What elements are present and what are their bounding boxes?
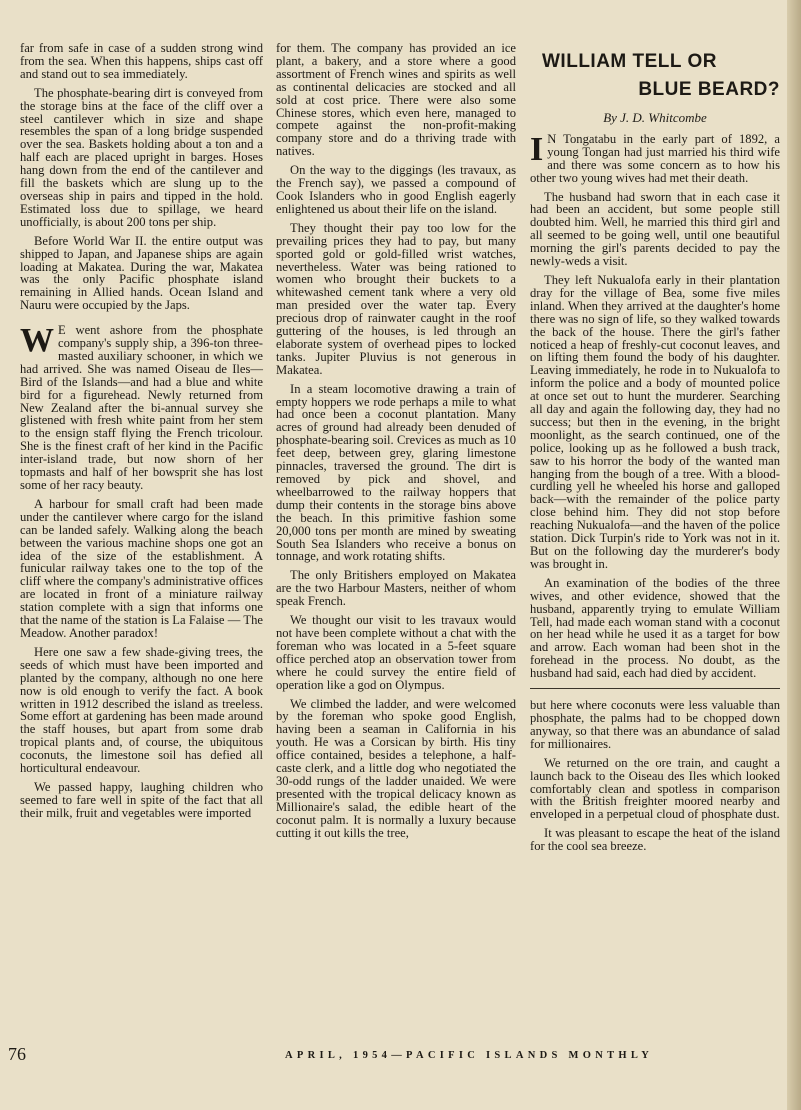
paragraph: but here where coconuts were less valuable than phosphate, the palms had to be chopped down anyway, so that there was an abundance of salad for millionaires. [530,698,780,751]
paragraph: Here one saw a few shade-giving trees, the seeds of which must have been imported and planted by the company, although no one here now is old enough to verify the fact. A book written in 1912 described the island as treeless. Some effort at gardening has been made around the staff houses, but apart from some drab tropical plants and, of course, the ubiquitous coconuts, the limestone soil has defied all horticultural endeavour. [20,644,263,776]
page-edge-shadow [787,0,801,1110]
paragraph: The only Britishers employed on Makatea are the two Harbour Masters, neither of whom speak French. [276,568,516,609]
paragraph: We thought our visit to les travaux would not have been complete without a chat with the foreman who was located in a 5-feet square office perched atop an observation tower from where he could survey the entire field of operation like a god on Olympus. [276,613,516,692]
drop-cap: I [530,130,544,168]
article-byline: By J. D. Whitcombe [603,110,707,125]
column-right [530,42,780,859]
paragraph: far from safe in case of a sudden strong wind from the sea. When this happens, ships cast off and stand out to sea immediately. [20,41,263,81]
article-title-line-2: BLUE BEARD? [638,79,780,100]
paragraph: On the way to the diggings (les travaux, as the French say), we passed a compound of Cook Islanders who in good English eagerly enlightened us about their life on the island. [276,163,516,216]
paragraph: Before World War II. the entire output was shipped to Japan, and Japanese ships are again loading at Makatea. During the war, Makatea was the only Pacific phosphate island remaining in Allied hands. Ocean Island and Nauru were occupied by the Japs. [20,233,263,313]
paragraph: In a steam locomotive drawing a train of empty hoppers we rode perhaps a mile to what had once been a coconut plantation. Many acres of ground had already been denuded of phosphate-bearing soil. Crevices as much as 10 feet deep, between grey, glaring limestone pinnacles, traversed the ground. The dirt is removed by pick and shovel, and wheelbarrowed to the railway hoppers that dump their contents in the storage bins above the beach. In this primitive fashion some 20,000 tons per month are mined by sweating South Sea Islanders who receive a bonus on tonnage, and work rotating shifts. [276,381,516,564]
column-middle [276,42,516,845]
running-head: APRIL, 1954—PACIFIC ISLANDS MONTHLY [285,1050,654,1061]
paragraph: We returned on the ore train, and caught a launch back to the Oiseau des Iles which looked comfortably clean and spotless in comparison with the British freighter moored nearby and enveloped in a perpetual cloud of phosphate dust. [530,755,780,822]
paragraph: It was pleasant to escape the heat of the island for the cool sea breeze. [530,826,780,854]
column-left [20,42,263,826]
page-number: 76 [8,1044,26,1064]
paragraph: The phosphate-bearing dirt is conveyed from the storage bins at the face of the cliff over a steel cantilever which in size and shape resembles the span of a long bridge suspended over the sea. Baskets holding about a ton and a half each are placed upright in barges. Hoses hang down from the end of the cantilever and fill the baskets which are slung up to the overseas ship in pairs and tipped in the hold. Estimated loss due to spillage, we heard unofficially, is about 200 tons per ship. [20,85,263,229]
article-title [530,48,780,104]
paragraph: They thought their pay too low for the prevailing prices they had to pay, but many sported gold or gold-filled wrist watches, nevertheless. Water was being rationed to women who brought their buckets to a whitewashed cement tank where a very old man presided over the water tap. Every precious drop of rainwater caught in the roof guttering of the houses, is led through an elaborate system of overhead pipes to locked tanks. Jupiter Pluvius is not generous in Makatea. [276,220,516,377]
paragraph: They left Nukualofa early in their plantation dray for the village of Bea, some five miles inland. When they arrived at the daughter's home there was no sign of life, so they walked towards the back of the house. There the girl's father noticed a heap of freshly-cut coconut leaves, and on lifting them found the body of his daughter. Leaving immediately, he rode in to Nukualofa to inform the police and a body of mounted police at once set out to hunt the murderer. Searching all day and again the following day, they had no success; but then in the evening, in the bright moonlight, as the search continued, one of the police, looking up as he followed a bush track, saw to his horror the body of the wanted man hanging from the bough of a tree. With a blood-curdling yell he wheeled his horse and galloped back—with the remainder of the police party close behind him. They did not stop before reaching Nukualofa—and the haven of the police station. Dick Turpin's ride to York was not in it. But on the following day the murderer's body was brought in. [530,272,780,571]
article-title-line-1: WILLIAM TELL OR [542,51,717,72]
paragraph: The husband had sworn that in each case it had been an accident, but some people still doubted him. Well, he married this third girl and all seemed to be going well, until one beautiful morning the girl's parents decided to pay the newly-weds a visit. [530,189,780,269]
page-footer [0,1044,801,1064]
paragraph-text: E went ashore from the phosphate company's supply ship, a 396-ton three-masted auxiliary schooner, in which we had arrived. She was named Oiseau de Iles—Bird of the Islands—and had a blue and white bird for a figurehead. Newly returned from New Zealand after the bi-annual survey she glistened with fresh white paint from her stem to the ensign staff flying the French tricolour. She is the finest craft of her kind in the Pacific inter-island trade, but now shorn of her topmasts and half of her bowsprit she has lost some of her racy beauty. [20,323,263,492]
article-divider [530,688,780,689]
paragraph: An examination of the bodies of the three wives, and other evidence, showed that the husband, apparently trying to emulate William Tell, had made each woman stand with a coconut on her head while he used it as a target for bow and arrow. Each woman had been shot in the forehead in the process. No doubt, as the husband had said, each had died by accident. [530,575,780,681]
paragraph: We passed happy, laughing children who seemed to fare well in spite of the fact that all their milk, fruit and vegetables were imported [20,779,263,820]
paragraph-dropcap [20,324,263,492]
drop-cap: W [20,322,54,360]
paragraph: We climbed the ladder, and were welcomed by the foreman who spoke good English, having been a seaman in California in his youth. He was a Corsican by birth. His tiny office contained, besides a telephone, a half-caste clerk, and a little dog who negotiated the 30-odd rungs of the ladder unaided. We were presented with the tropical delicacy known as Millionaire's salad, the edible heart of the coconut palm. It is normally a luxury because cutting it out kills the tree, [276,696,516,840]
paragraph: A harbour for small craft had been made under the cantilever where cargo for the island can be landed safely. Walking along the beach between the various machine shops one got an idea of the size of the establishment. A funicular railway takes one to the top of the cliff where the company's administrative offices are located in front of a miniature railway station complete with a sign that informs one that the name of the station is La Falaise — The Meadow. Another paradox! [20,496,263,640]
paragraph-dropcap [530,130,780,185]
paragraph-text: N Tongatabu in the early part of 1892, a young Tongan had just married his third wife and there was some concern as to how his other two young wives had met their death. [530,131,780,185]
paragraph: for them. The company has provided an ice plant, a bakery, and a store where a good assortment of French wines and spirits as well as continental delicacies are stocked and all sold at cost price. There were also some Chinese stores, which even here, managed to compete against the non-profit-making company store and do a thriving trade with natives. [276,41,516,159]
